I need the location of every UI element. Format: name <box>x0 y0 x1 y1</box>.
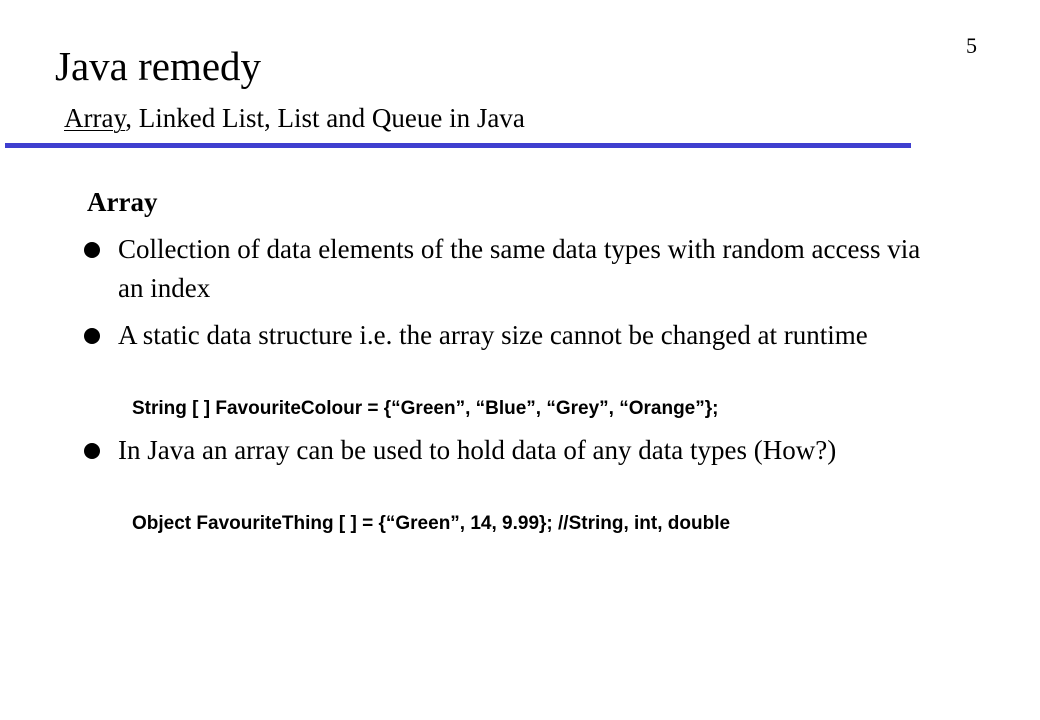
slide-title: Java remedy <box>55 43 262 89</box>
code-example-1: String [ ] FavouriteColour = {“Green”, “Blue”, “Grey”, “Orange”}; <box>132 398 719 419</box>
code-example-2: Object FavouriteThing [ ] = {“Green”, 14, 9.99}; //String, int, double <box>132 513 731 534</box>
bullet-dot-icon <box>84 443 100 459</box>
title-divider <box>5 143 911 148</box>
subtitle-underlined-word: Array <box>64 103 126 133</box>
bullet-item-3: In Java an array can be used to hold data of any data types (How?) <box>118 435 837 465</box>
bullet-dot-icon <box>84 242 100 258</box>
bullet-dot-icon <box>84 328 100 344</box>
bullet-item-2: A static data structure i.e. the array size cannot be changed at runtime <box>118 320 868 350</box>
slide-subtitle <box>64 101 525 135</box>
subtitle-rest: , Linked List, List and Queue in Java <box>125 103 525 133</box>
section-heading: Array <box>87 187 158 217</box>
page-number: 5 <box>966 33 977 58</box>
bullet-item-1: Collection of data elements of the same data types with random access via an index <box>118 234 921 303</box>
